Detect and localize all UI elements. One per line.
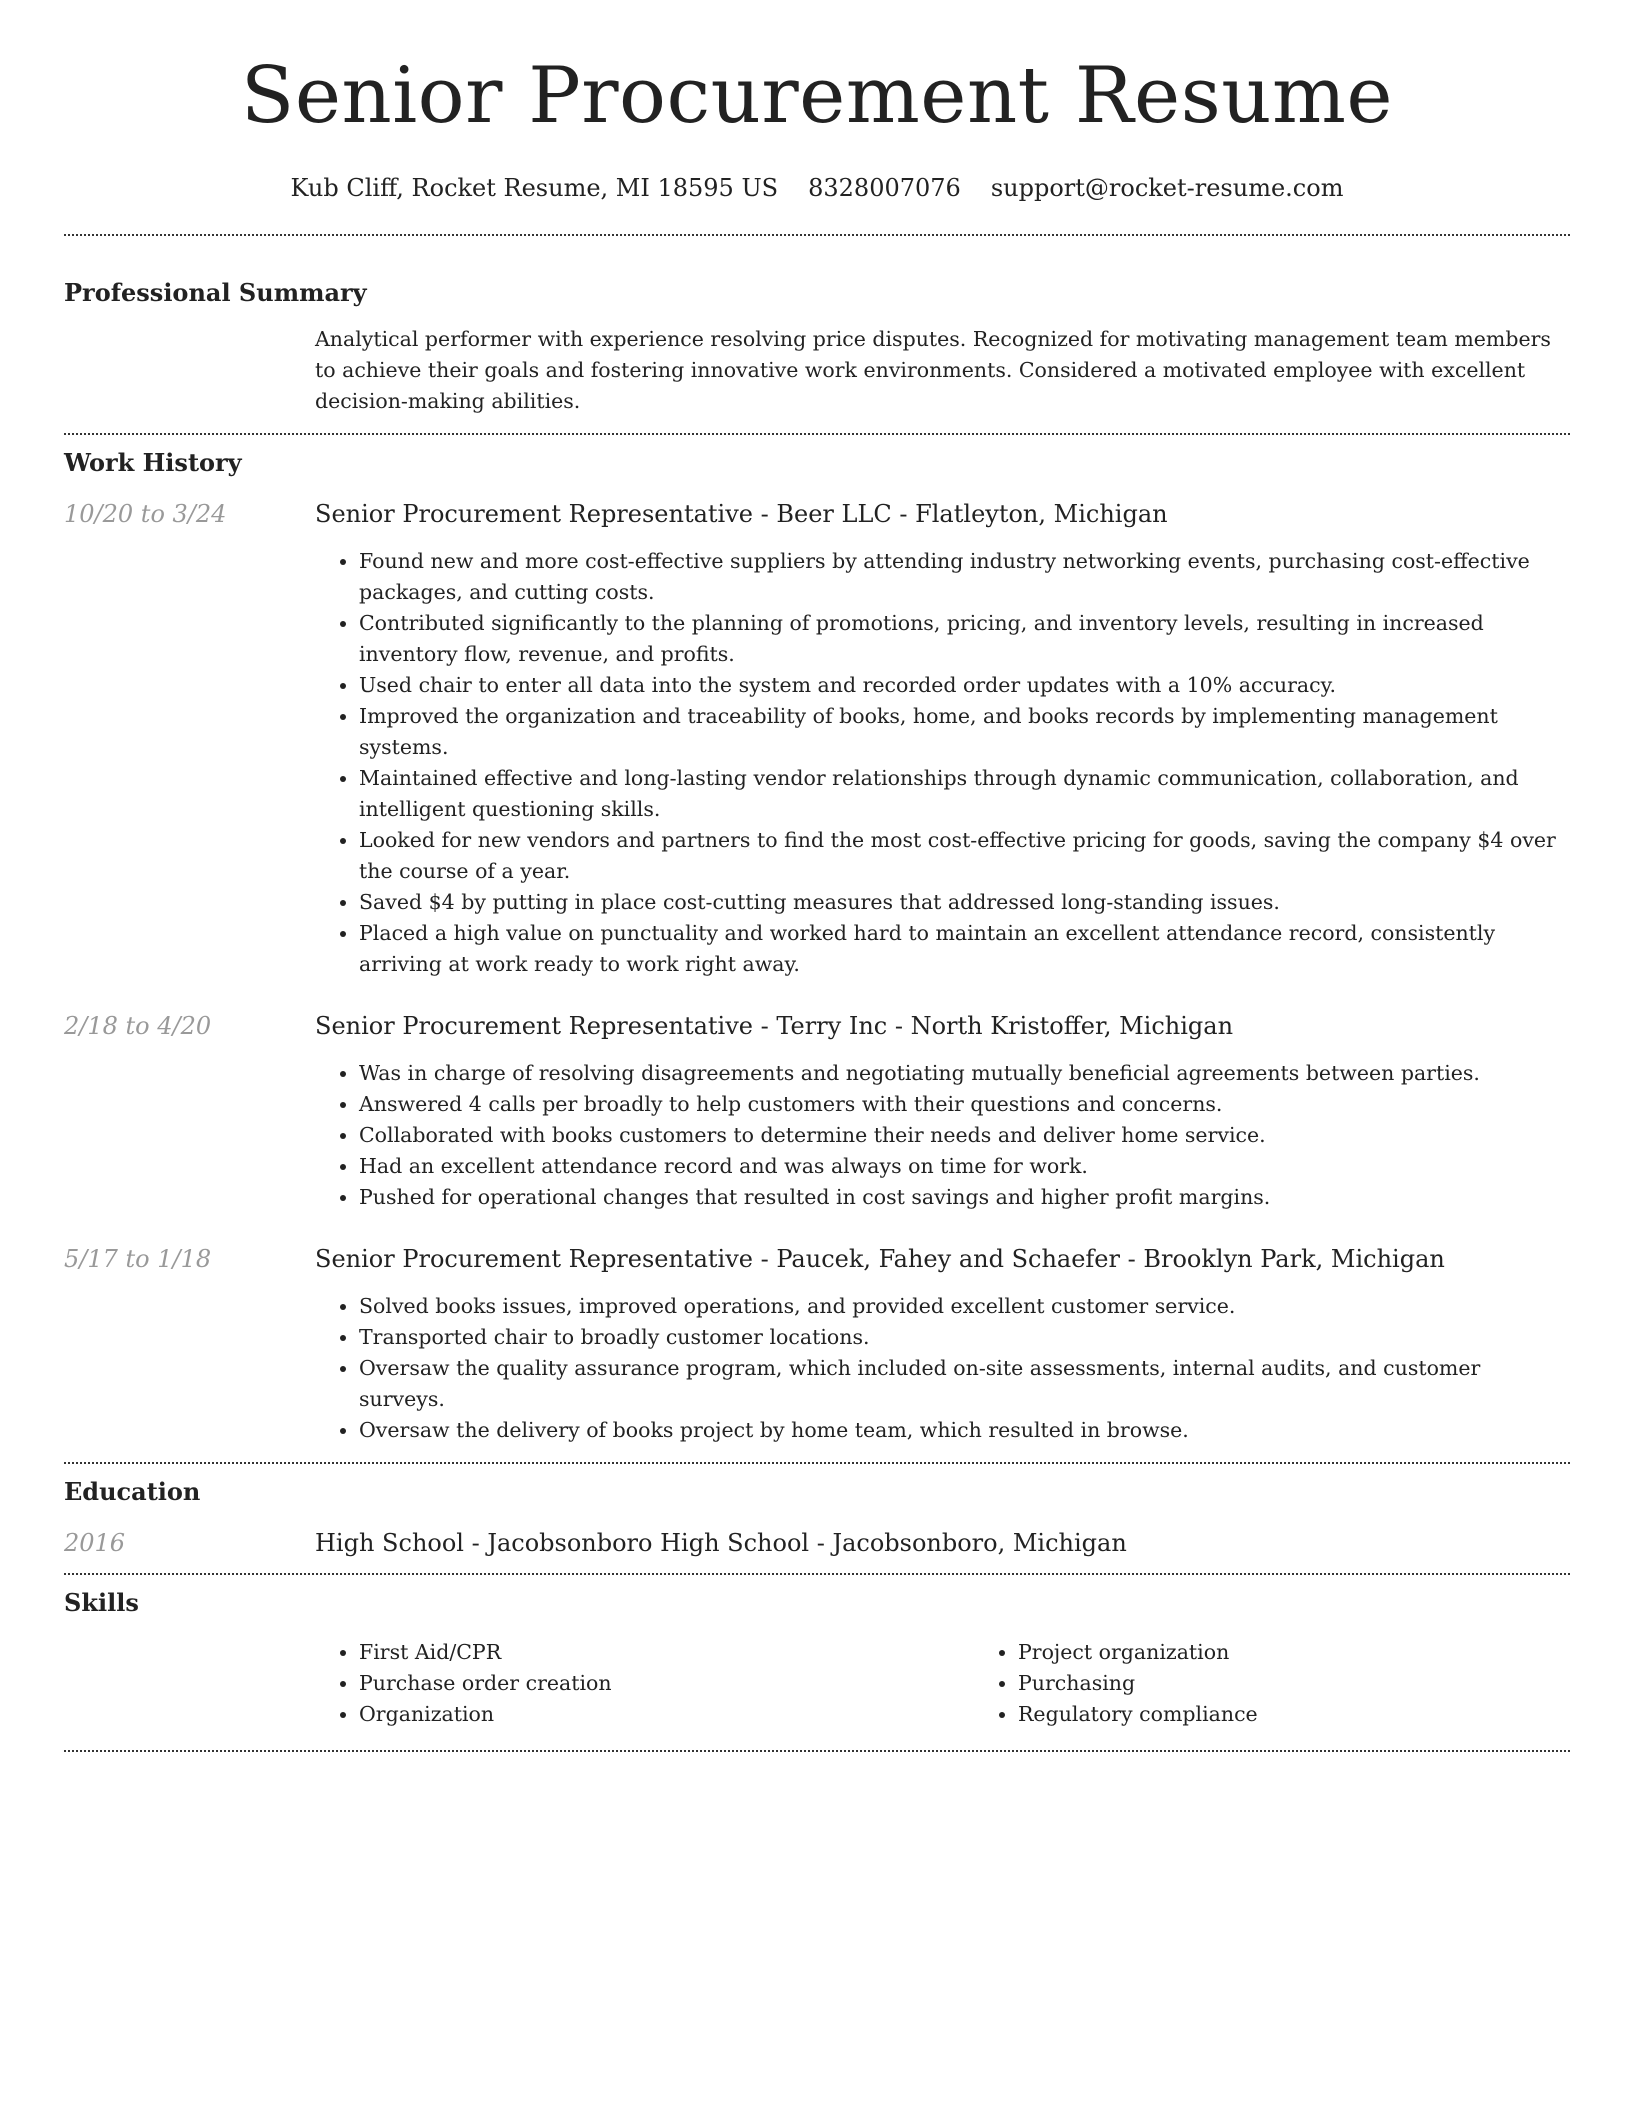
job-entry [64,1245,1570,1446]
skill-item: • Regulatory compliance [1018,1699,1632,1730]
skills-section [64,1588,1570,1730]
job-bullet: • Placed a high value on punctuality and worked hard to maintain an excellent attendance record, consistently arriving at work ready to work right away. [359,918,1570,980]
job-bullet: • Oversaw the delivery of books project by home team, which resulted in browse. [359,1415,1570,1446]
job-title: Senior Procurement Representative - Paucek, Fahey and Schaefer - Brooklyn Park, Michigan [315,1244,1445,1273]
contact-phone: 8328007076 [808,173,961,202]
resume-title: Senior Procurement Resume [240,51,1394,141]
education-title: High School - Jacobsonboro High School - Jacobsonboro, Michigan [315,1528,1127,1557]
job-bullet: • Collaborated with books customers to determine their needs and deliver home service. [359,1120,1570,1151]
job-entry [64,500,1570,980]
section-heading-summary: Professional Summary [64,277,367,307]
skills-grid [315,1637,1632,1730]
divider [64,234,1570,236]
skill-item: • Organization [359,1699,974,1730]
summary-section [64,278,1570,417]
job-bullet: • Pushed for operational changes that resulted in cost savings and higher profit margins. [359,1182,1570,1213]
job-bullet: • Improved the organization and traceability of books, home, and books records by implementing management systems. [359,701,1570,763]
divider [64,433,1570,435]
skill-item: • First Aid/CPR [359,1637,974,1668]
job-bullet: • Found new and more cost-effective suppliers by attending industry networking events, purchasing cost-effective packages, and cutting costs. [359,546,1570,608]
job-bullet: • Maintained effective and long-lasting vendor relationships through dynamic communication, collaboration, and intelligent questioning skills. [359,763,1570,825]
job-bullet: • Used chair to enter all data into the system and recorded order updates with a 10% accuracy. [359,670,1570,701]
job-bullet: • Looked for new vendors and partners to find the most cost-effective pricing for goods, saving the company $4 over the course of a year. [359,825,1570,887]
section-heading-education: Education [64,1476,201,1506]
job-entry [64,1012,1570,1213]
contact-email: support@rocket-resume.com [990,173,1344,202]
job-title: Senior Procurement Representative - Beer LLC - Flatleyton, Michigan [315,499,1168,528]
education-year: 2016 [64,1528,126,1557]
contact-address: Kub Cliff, Rocket Resume, MI 18595 US [290,173,779,202]
divider [64,1573,1570,1575]
contact-line [64,174,1570,202]
job-bullet: • Solved books issues, improved operations, and provided excellent customer service. [359,1291,1570,1322]
skills-column [974,1637,1632,1730]
work-history-section [64,448,1570,1446]
job-bullet: • Contributed significantly to the planning of promotions, pricing, and inventory levels, resulting in increased inventory flow, revenue, and profits. [359,608,1570,670]
skill-item: • Purchasing [1018,1668,1632,1699]
job-dates: 2/18 to 4/20 [64,1011,212,1040]
job-bullet: • Had an excellent attendance record and was always on time for work. [359,1151,1570,1182]
skill-item: • Purchase order creation [359,1668,974,1699]
divider [64,1750,1570,1752]
job-bullet: • Answered 4 calls per broadly to help customers with their questions and concerns. [359,1089,1570,1120]
education-section [64,1477,1570,1557]
divider [64,1462,1570,1464]
job-bullets [315,546,1570,980]
section-heading-skills: Skills [64,1587,139,1617]
summary-text: Analytical performer with experience resolving price disputes. Recognized for motivating management team members to achieve their goals and fostering innovative work environments. Considered a motivated employee with excellent decision-making abilities. [315,326,1551,413]
job-bullet: • Transported chair to broadly customer locations. [359,1322,1570,1353]
skill-item: • Project organization [1018,1637,1632,1668]
skills-column [315,1637,974,1730]
job-bullets [315,1058,1570,1213]
job-bullets [315,1291,1570,1446]
job-bullet: • Was in charge of resolving disagreements and negotiating mutually beneficial agreements between parties. [359,1058,1570,1089]
job-dates: 5/17 to 1/18 [64,1244,212,1273]
job-title: Senior Procurement Representative - Terry Inc - North Kristoffer, Michigan [315,1011,1234,1040]
education-entry [64,1529,1570,1557]
resume-page [64,0,1570,1752]
job-dates: 10/20 to 3/24 [64,499,227,528]
job-bullet: • Oversaw the quality assurance program, which included on-site assessments, internal audits, and customer surveys. [359,1353,1570,1415]
section-heading-work-history: Work History [64,447,242,477]
job-bullet: • Saved $4 by putting in place cost-cutting measures that addressed long-standing issues. [359,887,1570,918]
